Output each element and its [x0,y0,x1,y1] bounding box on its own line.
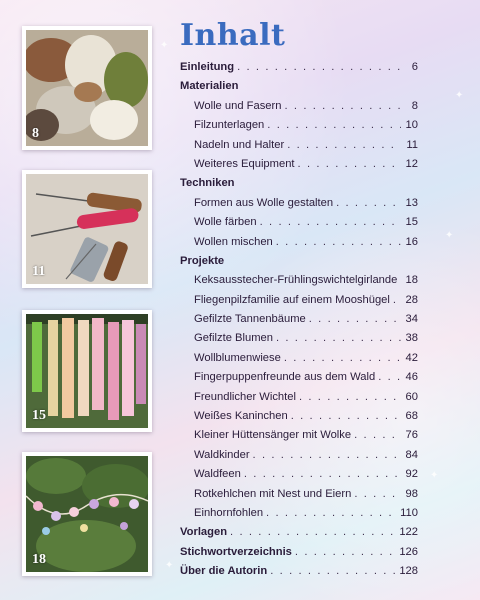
toc-entry [180,371,418,390]
toc-entry-title: Über die Autorin [180,565,268,578]
toc-leader-dots [287,139,401,151]
toc-entry [180,158,418,177]
toc-entry [180,546,418,565]
toc-entry [180,313,418,332]
wool-fibers-image [26,30,148,146]
toc-entry-page: 122 [399,526,418,539]
sparkle-icon: ✦ [455,90,464,101]
sparkle-icon: ✦ [165,560,174,571]
toc-leader-dots [276,236,401,248]
photo-felting-needles [22,170,152,288]
toc-entry-page: 28 [405,293,418,306]
toc-entry-page: 8 [411,99,418,112]
toc-entry-title: Gefilzte Blumen [194,332,273,345]
toc-entry-page: 84 [405,448,418,461]
toc-entry-title: Rotkehlchen mit Nest und Eiern [194,487,352,500]
toc-leader-dots [270,565,396,577]
toc-entry [180,197,418,216]
toc-entry [180,410,418,429]
toc-entry-title: Wollblumenwiese [194,351,281,364]
toc-entry-page: 110 [400,506,418,519]
toc-entry-title: Einleitung [180,61,235,73]
toc-entry-page: 38 [405,332,418,345]
toc-entry-page: 128 [399,565,418,578]
toc-entry-title: Materialien [180,80,239,93]
toc-entry-page: 34 [405,313,418,326]
toc-leader-dots [336,197,401,209]
toc-entry [180,216,418,235]
toc-entry [180,61,418,80]
toc-leader-dots [253,449,401,461]
table-of-contents [180,18,418,585]
toc-leader-dots [400,274,401,286]
toc-entry-title: Wollen mischen [194,235,273,248]
toc-leader-dots [309,313,401,325]
toc-entry-title: Stichwortverzeichnis [180,545,292,558]
toc-entry [180,391,418,410]
toc-entry-title: Nadeln und Halter [194,138,285,151]
toc-leader-dots [378,371,401,383]
toc-entry-title: Wolle und Fasern [194,99,282,112]
toc-leader-dots [284,352,401,364]
photo-page-number: 8 [32,126,39,141]
toc-entry [180,526,418,545]
toc-entry-title: Weißes Kaninchen [194,410,288,423]
dyed-wool-image [26,314,148,428]
toc-entry-page: 60 [405,390,418,403]
toc-entry-page: 10 [405,119,418,132]
photo-page-number: 18 [32,552,46,567]
toc-entry [180,332,418,351]
toc-entry-page: 126 [399,545,418,558]
toc-leader-dots [354,429,401,441]
toc-leader-dots [284,100,401,112]
photo-page-number: 11 [32,264,46,279]
toc-entry-title: Keksausstecher-Frühlingswichtelgirlande [194,274,398,287]
toc-entry-page: 6 [411,61,418,73]
toc-entry [180,488,418,507]
toc-entry [180,429,418,448]
toc-entry [180,177,418,196]
toc-entry-page: 98 [405,487,418,500]
toc-entry-title: Wolle färben [194,216,257,229]
toc-leader-dots [299,391,401,403]
toc-entry-title: Fliegenpilzfamilie auf einem Mooshügel [194,293,390,306]
toc-entry-page: 12 [405,157,418,170]
toc-entry [180,100,418,119]
toc-leader-dots [298,158,401,170]
toc-entry [180,294,418,313]
photo-page-number: 15 [32,408,46,423]
toc-leader-dots [244,468,401,480]
toc-leader-dots [291,410,401,422]
toc-entry [180,274,418,293]
toc-entry-page: 15 [405,216,418,229]
toc-entry-page: 18 [405,274,418,287]
toc-entry-title: Einhornfohlen [194,506,264,519]
toc-leader-dots [266,507,397,519]
toc-entry [180,139,418,158]
toc-entry [180,352,418,371]
toc-leader-dots [276,332,401,344]
toc-entry [180,119,418,138]
sparkle-icon: ✦ [430,470,439,481]
toc-entry-title: Gefilzte Tannenbäume [194,313,306,326]
garland-image [26,456,148,572]
toc-entry-title: Freundlicher Wichtel [194,390,296,403]
toc-entry [180,255,418,274]
toc-leader-dots [230,526,396,538]
toc-entry-title: Vorlagen [180,526,228,539]
toc-entry-title: Techniken [180,177,235,190]
toc-entry-title: Projekte [180,254,225,267]
toc-leader-dots [295,546,396,558]
toc-leader-dots [393,294,401,306]
toc-entry-title: Formen aus Wolle gestalten [194,196,334,209]
page-title: Inhalt [180,18,286,53]
toc-entry [180,236,418,255]
toc-entry-page: 42 [405,351,418,364]
photo-wool-fibers [22,26,152,150]
toc-entry-page: 68 [405,410,418,423]
toc-leader-dots [237,61,401,73]
photo-dyed-wool [22,310,152,432]
toc-entry-title: Filzunterlagen [194,119,265,132]
toc-entry-page: 76 [405,429,418,442]
sparkle-icon: ✦ [160,40,169,51]
wool-fibers-illustration [26,30,148,146]
toc-entry-page: 11 [406,138,418,151]
toc-entry [180,449,418,468]
toc-entry-page: 46 [405,371,418,384]
toc-entry-page: 16 [405,235,418,248]
toc-entry-page: 13 [405,196,418,209]
toc-leader-dots [354,488,401,500]
toc-entry-page: 92 [405,468,418,481]
toc-entry-title: Fingerpuppenfreunde aus dem Wald [194,371,376,384]
toc-entry [180,80,418,99]
sparkle-icon: ✦ [445,230,454,241]
toc-entry [180,507,418,526]
toc-leader-dots [267,119,401,131]
toc-entry-title: Waldfeen [194,468,241,481]
toc-list [180,61,418,585]
toc-entry-title: Weiteres Equipment [194,157,295,170]
toc-entry [180,468,418,487]
toc-leader-dots [260,216,401,228]
felting-needles-image [26,174,148,284]
toc-entry-title: Waldkinder [194,448,250,461]
photo-garland [22,452,152,576]
toc-entry [180,565,418,584]
toc-entry-title: Kleiner Hüttensänger mit Wolke [194,429,352,442]
